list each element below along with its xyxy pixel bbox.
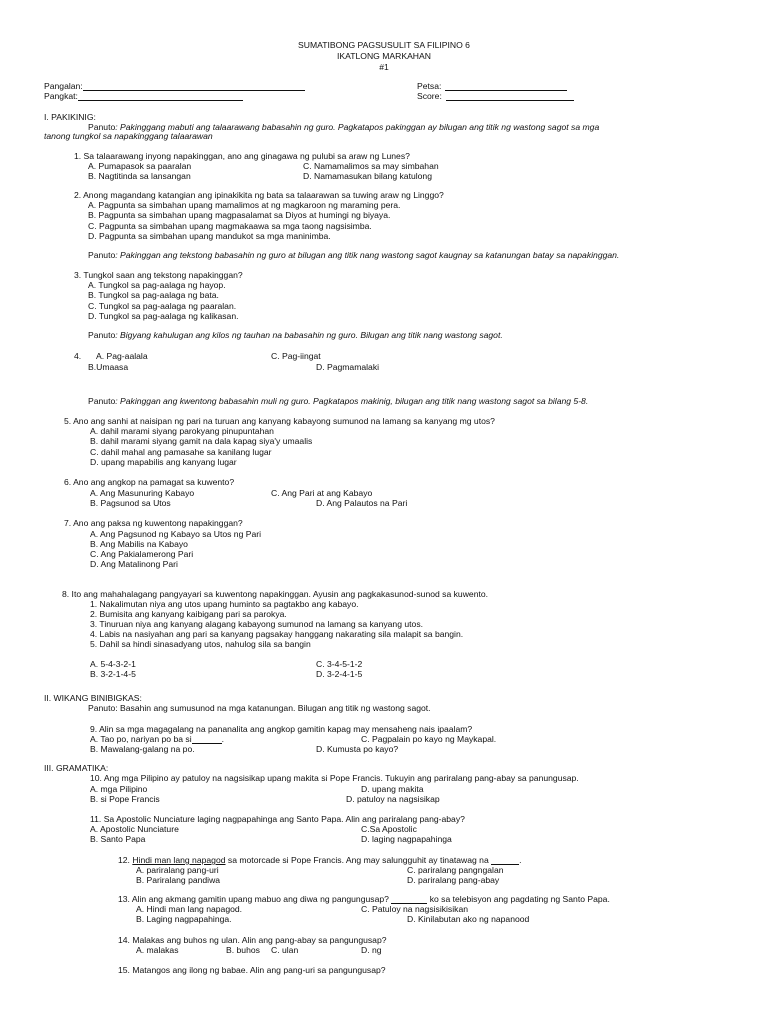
q12-choice-a: A. pariralang pang-uri bbox=[136, 865, 219, 875]
q1-choice-a: A. Pumapasok sa paaralan bbox=[88, 161, 192, 171]
q2-choice-c: C. Pagpunta sa simbahan upang magmakaawa sa mga taong nagsisimba. bbox=[88, 221, 372, 231]
exam-quarter: IKATLONG MARKAHAN bbox=[337, 51, 431, 61]
panuto-3-label: Panuto bbox=[88, 330, 116, 340]
petsa-label: Petsa: bbox=[417, 81, 442, 91]
q14-choice-c: C. ulan bbox=[271, 945, 299, 955]
panuto-4 bbox=[88, 396, 588, 406]
exam-number: #1 bbox=[379, 62, 389, 72]
q9-choice-b: B. Mawalang-galang na po. bbox=[90, 744, 195, 754]
q4-choice-b: B.Umaasa bbox=[88, 362, 129, 372]
question-9: 9. Alin sa mga magagalang na pananalita ang angkop gamitin kapag may mensaheng nais ipaalam? bbox=[90, 724, 473, 734]
question-13 bbox=[118, 894, 610, 904]
q8-choice-b: B. 3-2-1-4-5 bbox=[90, 669, 136, 679]
q12-number: 12. bbox=[118, 855, 130, 865]
q2-choice-a: A. Pagpunta sa simbahan upang mamalimos at ng magkaroon ng maraming pera. bbox=[88, 200, 401, 210]
q6-choice-b: B. Pagsunod sa Utos bbox=[90, 498, 171, 508]
section-1-title: I. PAKIKINIG: bbox=[44, 112, 96, 122]
panuto-1-text-2: tanong tungkol sa napakinggang talaarawan bbox=[44, 131, 213, 141]
q3-choice-b: B. Tungkol sa pag-aalaga ng bata. bbox=[88, 290, 219, 300]
q9-choice-c: C. Pagpalain po kayo ng Maykapal. bbox=[361, 734, 497, 744]
q10-choice-b: B. si Pope Francis bbox=[90, 794, 160, 804]
q12-blank bbox=[491, 855, 522, 865]
q8-choice-c: C. 3-4-5-1-2 bbox=[316, 659, 363, 669]
q8-choice-d: D. 3-2-4-1-5 bbox=[316, 669, 363, 679]
q14-choice-d: D. ng bbox=[361, 945, 382, 955]
panuto-4-label: Panuto bbox=[88, 396, 116, 406]
q13-choice-b: B. Laging nagpapahinga. bbox=[136, 914, 232, 924]
q5-choice-c: C. dahil mahal ang pamasahe sa kanilang lugar bbox=[90, 447, 272, 457]
q12-end: . bbox=[519, 855, 522, 865]
question-1: 1. Sa talaarawang inyong napakinggan, ano ang ginagawa ng pulubi sa araw ng Lunes? bbox=[74, 151, 410, 161]
q8-event-4: 4. Labis na nasiyahan ang pari sa kanyang pagsakay hanggang nakarating sila malapit sa bangin. bbox=[90, 629, 464, 639]
q12-choice-b: B. Pariralang pandiwa bbox=[136, 875, 221, 885]
q10-choice-d: D. patuloy na nagsisikap bbox=[346, 794, 440, 804]
panuto-4-text: : Pakinggan ang kwentong babasahin muli ng guro. Pagkatapos makinig, bilugan ang titik nang wastong sagot sa bilang 5-8. bbox=[115, 396, 589, 406]
q9-choice-a bbox=[90, 734, 224, 744]
q12-underlined-phrase: Hindi man lang napagod bbox=[132, 855, 226, 865]
q11-choice-b: B. Santo Papa bbox=[90, 834, 146, 844]
q11-choice-d: D. laging nagpapahinga bbox=[361, 834, 452, 844]
pangalan-field bbox=[44, 81, 305, 91]
q13-text: 13. Alin ang akmang gamitin upang mabuo ang diwa ng pangungusap? bbox=[118, 894, 389, 904]
panuto-2 bbox=[88, 250, 619, 260]
question-11: 11. Sa Apostolic Nunciature laging nagpapahinga ang Santo Papa. Alin ang pariralang pang-abay? bbox=[90, 814, 465, 824]
section-3-title: III. GRAMATIKA: bbox=[44, 763, 109, 773]
q12-choice-d: D. pariralang pang-abay bbox=[407, 875, 500, 885]
petsa-line bbox=[445, 81, 567, 91]
q13-choice-c: C. Patuloy na nagsisikisikan bbox=[361, 904, 468, 914]
q10-choice-c: D. upang makita bbox=[361, 784, 424, 794]
q7-choice-b: B. Ang Mabilis na Kabayo bbox=[90, 539, 188, 549]
q3-choice-d: D. Tungkol sa pag-aalaga ng kalikasan. bbox=[88, 311, 239, 321]
q14-choice-a: A. malakas bbox=[136, 945, 179, 955]
pangkat-line bbox=[78, 91, 243, 101]
petsa-field bbox=[417, 81, 567, 91]
q1-choice-b: B. Nagtitinda sa lansangan bbox=[88, 171, 191, 181]
q8-choice-a: A. 5-4-3-2-1 bbox=[90, 659, 136, 669]
q3-choice-c: C. Tungkol sa pag-aalaga ng paaralan. bbox=[88, 301, 237, 311]
q5-choice-a: A. dahil marami siyang parokyang pinupuntahan bbox=[90, 426, 274, 436]
q7-choice-d: D. Ang Matalinong Pari bbox=[90, 559, 178, 569]
score-field bbox=[417, 91, 574, 101]
panuto-3-text: : Bigyang kahulugan ang kilos ng tauhan na babasahin ng guro. Bilugan ang titik nang wastong sagot. bbox=[115, 330, 503, 340]
pangkat-field bbox=[44, 91, 243, 101]
section-2-panuto: Panuto: Basahin ang sumusunod na mga katanungan. Bilugan ang titik ng wastong sagot. bbox=[88, 703, 431, 713]
q1-choice-d: D. Namamasukan bilang katulong bbox=[303, 171, 432, 181]
pangalan-line bbox=[83, 81, 305, 91]
q12-choice-c: C. pariralang pangngalan bbox=[407, 865, 504, 875]
q10-choice-a: A. mga Pilipino bbox=[90, 784, 148, 794]
q9-choice-a-end: . bbox=[221, 734, 224, 744]
question-3: 3. Tungkol saan ang tekstong napakinggan? bbox=[74, 270, 243, 280]
q4-choice-d: D. Pagmamalaki bbox=[316, 362, 380, 372]
q6-choice-d: D. Ang Palautos na Pari bbox=[316, 498, 408, 508]
q2-choice-b: B. Pagpunta sa simbahan upang magpasalamat sa Diyos at humingi ng biyaya. bbox=[88, 210, 391, 220]
question-15: 15. Matangos ang ilong ng babae. Alin ang pang-uri sa pangungusap? bbox=[118, 965, 386, 975]
q5-choice-d: D. upang mapabilis ang kanyang lugar bbox=[90, 457, 237, 467]
q1-choice-c: C. Namamalimos sa may simbahan bbox=[303, 161, 439, 171]
exam-title: SUMATIBONG PAGSUSULIT SA FILIPINO 6 bbox=[298, 40, 470, 50]
q9-choice-d: D. Kumusta po kayo? bbox=[316, 744, 399, 754]
question-6: 6. Ano ang angkop na pamagat sa kuwento? bbox=[64, 477, 235, 487]
q4-choice-c: C. Pag-iingat bbox=[271, 351, 321, 361]
q14-choice-b: B. buhos bbox=[226, 945, 260, 955]
section-2-title: II. WIKANG BINIBIGKAS: bbox=[44, 693, 142, 703]
question-10: 10. Ang mga Pilipino ay patuloy na nagsisikap upang makita si Pope Francis. Tukuyin ang pariralang pang-abay sa panungusap. bbox=[90, 773, 579, 783]
panuto-1-text: : Pakinggang mabuti ang talaarawang babasahin ng guro. Pagkatapos pakinggan ay bilugan ang titik ng wastong sagot sa mga bbox=[115, 122, 600, 132]
q9-choice-a-text: A. Tao po, nariyan po ba si bbox=[90, 734, 192, 744]
q9-blank bbox=[192, 734, 222, 744]
panuto-1-label: Panuto bbox=[88, 122, 116, 132]
q6-choice-c: C. Ang Pari at ang Kabayo bbox=[271, 488, 373, 498]
panuto-2-text: : Pakinggan ang tekstong babasahin ng guro at bilugan ang titik nang wastong sagot kaugnay sa katanungan batay sa napakinggan. bbox=[115, 250, 620, 260]
question-7: 7. Ano ang paksa ng kuwentong napakinggan? bbox=[64, 518, 243, 528]
q7-choice-c: C. Ang Pakialamerong Pari bbox=[90, 549, 194, 559]
q12-text: sa motorcade si Pope Francis. Ang may salungguhit ay tinatawag na bbox=[227, 855, 489, 865]
question-2: 2. Anong magandang katangian ang ipinakikita ng bata sa talaarawan sa tuwing araw ng Linggo? bbox=[74, 190, 444, 200]
q2-choice-d: D. Pagpunta sa simbahan upang mandukot sa mga maninimba. bbox=[88, 231, 331, 241]
q13-blank bbox=[391, 894, 427, 904]
q4-choice-a: A. Pag-aalala bbox=[96, 351, 148, 361]
question-12 bbox=[118, 855, 522, 865]
q3-choice-a: A. Tungkol sa pag-aalaga ng hayop. bbox=[88, 280, 226, 290]
panuto-3 bbox=[88, 330, 503, 340]
q7-choice-a: A. Ang Pagsunod ng Kabayo sa Utos ng Pari bbox=[90, 529, 262, 539]
question-5: 5. Ano ang sanhi at naisipan ng pari na turuan ang kanyang kabayong sumunod na lamang sa kanyang mg utos? bbox=[64, 416, 495, 426]
q6-choice-a: A. Ang Masunuring Kabayo bbox=[90, 488, 195, 498]
q11-choice-c: C.Sa Apostolic bbox=[361, 824, 417, 834]
q13-choice-a: A. Hindi man lang napagod. bbox=[136, 904, 243, 914]
q8-event-3: 3. Tinuruan niya ang kanyang alagang kabayong sumunod na lamang sa kanyang utos. bbox=[90, 619, 424, 629]
question-14: 14. Malakas ang buhos ng ulan. Alin ang pang-abay sa pangungusap? bbox=[118, 935, 387, 945]
question-4-number: 4. bbox=[74, 351, 82, 361]
question-8: 8. Ito ang mahahalagang pangyayari sa kuwentong napakinggan. Ayusin ang pagkakasunod-sunod sa kuwento. bbox=[62, 589, 489, 599]
q8-event-1: 1. Nakalimutan niya ang utos upang huminto sa pagtakbo ang kabayo. bbox=[90, 599, 359, 609]
pangkat-label: Pangkat: bbox=[44, 91, 78, 101]
q8-event-5: 5. Dahil sa hindi sinasadyang utos, nahulog sila sa bangin bbox=[90, 639, 311, 649]
q11-choice-a: A. Apostolic Nunciature bbox=[90, 824, 179, 834]
q5-choice-b: B. dahil marami siyang gamit na dala kapag siya'y umaalis bbox=[90, 436, 313, 446]
score-line bbox=[446, 91, 574, 101]
q13-choice-d: D. Kinilabutan ako ng napanood bbox=[407, 914, 530, 924]
q8-event-2: 2. Bumisita ang kanyang kaibigang pari sa parokya. bbox=[90, 609, 287, 619]
panuto-2-label: Panuto bbox=[88, 250, 116, 260]
score-label: Score: bbox=[417, 91, 442, 101]
pangalan-label: Pangalan: bbox=[44, 81, 83, 91]
q13-end: ko sa telebisyon ang pagdating ng Santo Papa. bbox=[429, 894, 610, 904]
